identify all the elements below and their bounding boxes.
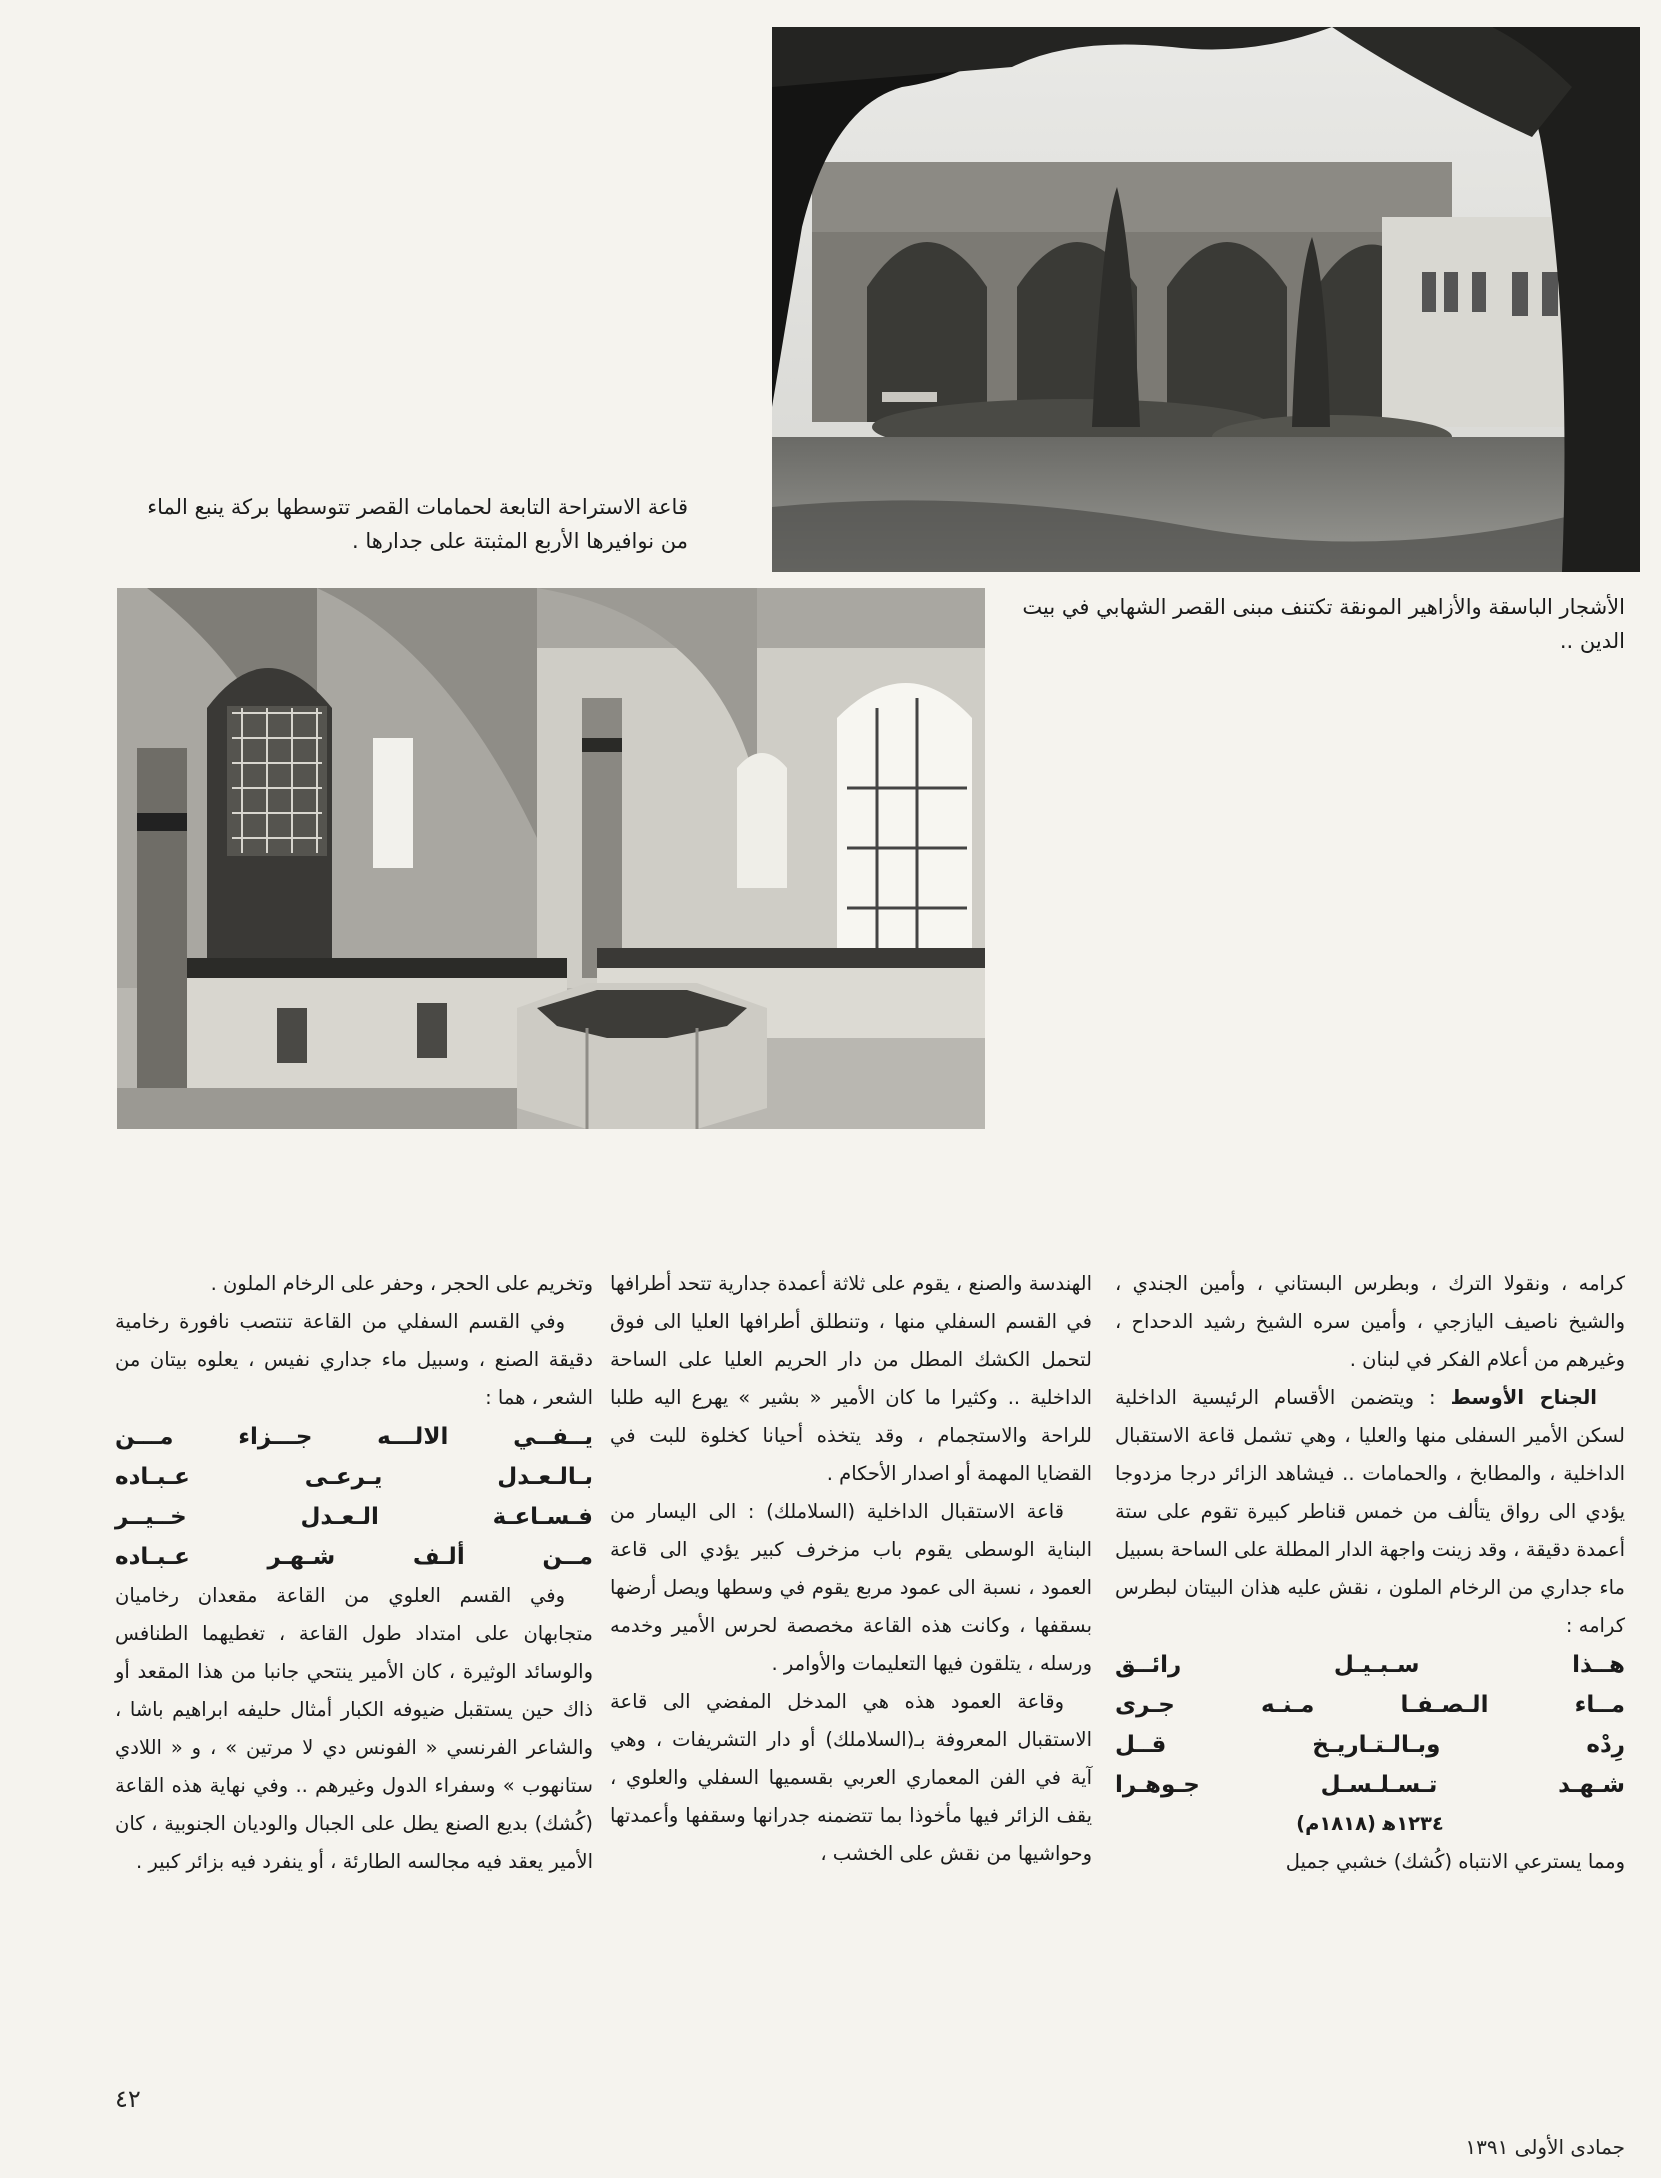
right-paragraph-2 <box>1115 1379 1625 1645</box>
verse-line: هــذا سـبـيـل رائــق <box>1115 1652 1625 1678</box>
middle-paragraph-1: الهندسة والصنع ، يقوم على ثلاثة أعمدة جدارية تتحد أطرافها في القسم السفلي منها ، وتنطلق أطرافها العليا الى فوق لتحمل الكشك المطل من دار الحريم العليا على الساحة الداخلية .. وكثيرا ما كان الأمير « بشير » يهرع اليه طلبا للراحة والاستجمام ، وقد يتخذه أحيانا كخلوة للبت في القضايا المهمة أو اصدار الأحكام . <box>610 1272 1092 1485</box>
right-paragraph-2-body: : ويتضمن الأقسام الرئيسية الداخلية لسكن الأمير السفلى منها والعليا ، وهي تشمل قاعة الاستقبال الداخلية ، والمطابخ ، والحمامات .. فيشاهد الزائر درجا مزدوجا يؤدي الى رواق يتألف من خمس قناطر كبيرة تقوم على ستة أعمدة دقيقة ، وقد زينت واجهة الدار المطلة على الساحة بسبيل ماء جداري من الرخام الملون ، نقش عليه هذان البيتان لبطرس كرامه : <box>1115 1386 1625 1637</box>
central-wing-heading: الجناح الأوسط <box>1450 1386 1597 1409</box>
text-column-middle <box>610 1265 1092 1873</box>
bath-hall-photo <box>117 588 985 1129</box>
left-paragraph-1: وتخريم على الحجر ، وحفر على الرخام الملون . <box>210 1272 593 1295</box>
page-number: ٤٢ <box>115 2085 141 2113</box>
verse-line: بـالـعـدل يـرعـى عـبـاده <box>115 1464 593 1490</box>
verse-line: مــن ألـف شـهـر عـبـاده <box>115 1544 593 1570</box>
text-column-left <box>115 1265 593 1881</box>
text-column-right <box>1115 1265 1625 1881</box>
verse-line: رِدْه وبـالـتـاريـخ قــل <box>1115 1732 1625 1758</box>
verse-line: فـسـاعـة الـعـدل خــيــر <box>115 1504 593 1530</box>
verse-line: يــفــي الالـــه جـــزاء مـــن <box>115 1424 593 1450</box>
courtyard-arcade-photo <box>772 27 1640 572</box>
inscription-date: ١٢٣٤ﻫ (١٨١٨م) <box>1296 1812 1444 1835</box>
middle-paragraph-3: وقاعة العمود هذه هي المدخل المفضي الى قاعة الاستقبال المعروفة بـ(السلاملك) أو دار التشريفات ، وهي آية في الفن المعماري العربي بقسميها السفلي والعلوي ، يقف الزائر فيها مأخوذا بما تتضمنه جدرانها وسقفها وأعمدتها وحواشيها من نقش على الخشب ، <box>610 1690 1092 1865</box>
bath-photo-caption <box>118 490 688 558</box>
verse-line: شـهـد تـسـلـسـل جـوهـرا <box>1115 1772 1625 1798</box>
courtyard-caption-text: الأشجار الباسقة والأزاهير المونقة تكتنف مبنى القصر الشهابي في بيت الدين .. <box>1022 595 1625 653</box>
bath-caption-text: قاعة الاستراحة التابعة لحمامات القصر تتوسطها بركة ينبع الماء من نوافيرها الأربع المثبتة على جدارها . <box>147 495 688 553</box>
verse-line: مــاء الـصـفـا مـنـه جـرى <box>1115 1692 1625 1718</box>
right-paragraph-3: ومما يسترعي الانتباه (كُشك) خشبي جميل <box>1285 1850 1625 1873</box>
left-paragraph-2: وفي القسم السفلي من القاعة تنتصب نافورة رخامية دقيقة الصنع ، وسبيل ماء جداري نفيس ، يعلوه بيتان من الشعر ، هما : <box>115 1310 593 1409</box>
right-paragraph-1: كرامه ، ونقولا الترك ، وبطرس البستاني ، وأمين الجندي ، والشيخ ناصيف اليازجي ، وأمين سره الشيخ رشيد الدحداح ، وغيرهم من أعلام الفكر في لبنان . <box>1115 1272 1625 1371</box>
courtyard-photo-caption <box>1015 590 1625 658</box>
left-paragraph-3: وفي القسم العلوي من القاعة مقعدان رخاميان متجابهان على امتداد طول القاعة ، تغطيهما الطنافس والوسائد الوثيرة ، كان الأمير ينتحي جانبا من هذا المقعد أو ذاك حين يستقبل ضيوفه الكبار أمثال حليفه ابراهيم باشا ، والشاعر الفرنسي « الفونس دي لا مرتين » ، و « اللادي ستانهوب » وسفراء الدول وغيرهم .. وفي نهاية هذه القاعة (كُشك) بديع الصنع يطل على الجبال والوديان الجنوبية ، كان الأمير يعقد فيه مجالسه الطارئة ، أو ينفرد فيه بزائر كبير . <box>115 1584 593 1873</box>
issue-date: جمادى الأولى ١٣٩١ <box>1465 2135 1625 2159</box>
middle-paragraph-2: قاعة الاستقبال الداخلية (السلاملك) : الى اليسار من البناية الوسطى يقوم باب مزخرف كبير يؤدي الى قاعة العمود ، نسبة الى عمود مربع يقوم في وسطها ويصل أرضها بسقفها ، وكانت هذه القاعة مخصصة لحرس الأمير وخدمه ورسله ، يتلقون فيها التعليمات والأوامر . <box>610 1500 1092 1675</box>
